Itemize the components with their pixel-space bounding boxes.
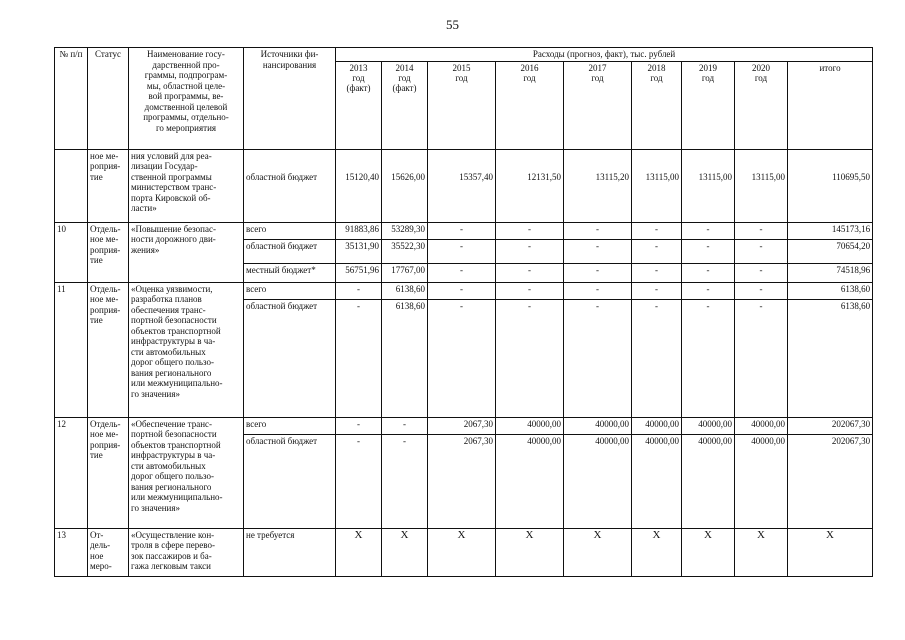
cell-value: 40000,00 xyxy=(735,434,788,528)
cell-value: X xyxy=(496,528,564,576)
cell-value: - xyxy=(336,434,382,528)
cell-value: - xyxy=(496,299,564,417)
cell-value: 40000,00 xyxy=(564,434,632,528)
cell-total: 145173,16 xyxy=(788,222,873,239)
row-status: ное ме- роприя- тие xyxy=(88,149,129,222)
cell-value: - xyxy=(735,282,788,299)
header-row xyxy=(55,48,873,62)
cell-value: - xyxy=(496,222,564,239)
cell-value: - xyxy=(428,222,496,239)
row-source: всего xyxy=(244,417,336,434)
cell-value: - xyxy=(632,239,682,263)
cell-value: 12131,50 xyxy=(496,149,564,222)
cell-value: - xyxy=(564,263,632,282)
row-num: 10 xyxy=(55,222,88,282)
table-row xyxy=(55,282,873,299)
cell-value: 56751,96 xyxy=(336,263,382,282)
cell-value: 13115,00 xyxy=(735,149,788,222)
header-status: Статус xyxy=(88,48,129,150)
header-num: № п/п xyxy=(55,48,88,150)
cell-value: - xyxy=(632,299,682,417)
cell-value: - xyxy=(382,417,428,434)
cell-value: X xyxy=(682,528,735,576)
cell-value: 15120,40 xyxy=(336,149,382,222)
cell-value: 53289,30 xyxy=(382,222,428,239)
row-num xyxy=(55,149,88,222)
cell-total: X xyxy=(788,528,873,576)
header-sources: Источники фи- нансирования xyxy=(244,48,336,150)
cell-value: - xyxy=(428,299,496,417)
table-row xyxy=(55,149,873,222)
cell-value: 91883,86 xyxy=(336,222,382,239)
cell-value: X xyxy=(382,528,428,576)
cell-value: - xyxy=(632,222,682,239)
header-name: Наименование госу- дарственной про- граммы, подпрограм- мы, областной целе- вой программы, ве- домственной целевой программы, отдельно- го мероприятия xyxy=(129,48,244,150)
row-status: От- дель- ное меро- xyxy=(88,528,129,576)
table-row xyxy=(55,528,873,576)
row-source: не требуется xyxy=(244,528,336,576)
header-total: итого xyxy=(788,61,873,149)
cell-value: 6138,60 xyxy=(382,282,428,299)
header-year-2017: 2017 год xyxy=(564,61,632,149)
cell-value: - xyxy=(682,222,735,239)
cell-total: 202067,30 xyxy=(788,434,873,528)
row-name: ния условий для реа- лизации Государ- ственной программы министерством транс- порта Кировской об- ласти» xyxy=(129,149,244,222)
header-year-2020: 2020 год xyxy=(735,61,788,149)
cell-value: 17767,00 xyxy=(382,263,428,282)
row-source: всего xyxy=(244,222,336,239)
row-source: местный бюджет* xyxy=(244,263,336,282)
cell-value: - xyxy=(682,263,735,282)
header-year-2013: 2013 год (факт) xyxy=(336,61,382,149)
cell-total: 70654,20 xyxy=(788,239,873,263)
cell-value: - xyxy=(682,299,735,417)
cell-value: 40000,00 xyxy=(496,417,564,434)
header-year-2014: 2014 год (факт) xyxy=(382,61,428,149)
row-num: 12 xyxy=(55,417,88,528)
cell-value: 40000,00 xyxy=(682,417,735,434)
row-status: Отдель- ное ме- роприя- тие xyxy=(88,417,129,528)
cell-value: X xyxy=(564,528,632,576)
cell-total: 6138,60 xyxy=(788,282,873,299)
cell-total: 202067,30 xyxy=(788,417,873,434)
row-source: областной бюджет xyxy=(244,149,336,222)
cell-value: - xyxy=(336,299,382,417)
cell-value: 13115,00 xyxy=(682,149,735,222)
page-number: 55 xyxy=(446,17,459,32)
row-status: Отдель- ное ме- роприя- тие xyxy=(88,222,129,282)
cell-value: - xyxy=(564,239,632,263)
table-row xyxy=(55,417,873,434)
cell-value: - xyxy=(564,222,632,239)
cell-value: 13115,00 xyxy=(632,149,682,222)
row-name: «Оценка уязвимости, разработка планов обеспечения транс- портной безопасности объектов транспортной инфраструктуры в ча- сти автомобильных дорог общего пользо- вания регионального или межмуниципально- го значения» xyxy=(129,282,244,417)
cell-value: 40000,00 xyxy=(632,417,682,434)
budget-table xyxy=(54,47,873,577)
row-name: «Обеспечение транс- портной безопасности объектов транспортной инфраструктуры в ча- сти автомобильных дорог общего пользо- вания регионального или межмуниципально- го значения» xyxy=(129,417,244,528)
cell-value: 40000,00 xyxy=(735,417,788,434)
cell-value: - xyxy=(336,417,382,434)
cell-value: 15626,00 xyxy=(382,149,428,222)
cell-value: - xyxy=(428,239,496,263)
cell-value: - xyxy=(735,222,788,239)
header-year-2016: 2016 год xyxy=(496,61,564,149)
row-source: всего xyxy=(244,282,336,299)
cell-value: 40000,00 xyxy=(682,434,735,528)
header-year-2019: 2019 год xyxy=(682,61,735,149)
cell-value: - xyxy=(496,263,564,282)
cell-value: - xyxy=(564,282,632,299)
cell-value: - xyxy=(496,282,564,299)
cell-value: - xyxy=(336,282,382,299)
row-num: 11 xyxy=(55,282,88,417)
cell-value: X xyxy=(428,528,496,576)
cell-value: 40000,00 xyxy=(496,434,564,528)
row-num: 13 xyxy=(55,528,88,576)
cell-value: 40000,00 xyxy=(564,417,632,434)
cell-value: - xyxy=(428,282,496,299)
cell-value: - xyxy=(735,263,788,282)
row-source: областной бюджет xyxy=(244,434,336,528)
cell-value: X xyxy=(336,528,382,576)
header-year-2015: 2015 год xyxy=(428,61,496,149)
cell-value: 2067,30 xyxy=(428,434,496,528)
cell-value: - xyxy=(564,299,632,417)
cell-value: X xyxy=(632,528,682,576)
header-year-2018: 2018 год xyxy=(632,61,682,149)
cell-total: 110695,50 xyxy=(788,149,873,222)
cell-total: 6138,60 xyxy=(788,299,873,417)
table-row xyxy=(55,222,873,239)
row-status: Отдель- ное ме- роприя- тие xyxy=(88,282,129,417)
cell-total: 74518,96 xyxy=(788,263,873,282)
row-name: «Повышение безопас- ности дорожного дви- жения» xyxy=(129,222,244,282)
cell-value: - xyxy=(382,434,428,528)
cell-value: 35131,90 xyxy=(336,239,382,263)
cell-value: - xyxy=(428,263,496,282)
cell-value: 40000,00 xyxy=(632,434,682,528)
cell-value: - xyxy=(682,239,735,263)
cell-value: - xyxy=(735,239,788,263)
row-source: областной бюджет xyxy=(244,239,336,263)
row-name: «Осуществление кон- троля в сфере перево- зок пассажиров и ба- гажа легковым такси xyxy=(129,528,244,576)
cell-value: 35522,30 xyxy=(382,239,428,263)
cell-value: - xyxy=(632,282,682,299)
cell-value: 6138,60 xyxy=(382,299,428,417)
header-expenses: Расходы (прогноз, факт), тыс. рублей xyxy=(336,48,873,62)
cell-value: 15357,40 xyxy=(428,149,496,222)
cell-value: - xyxy=(682,282,735,299)
cell-value: - xyxy=(496,239,564,263)
cell-value: - xyxy=(735,299,788,417)
cell-value: - xyxy=(632,263,682,282)
row-source: областной бюджет xyxy=(244,299,336,417)
cell-value: 2067,30 xyxy=(428,417,496,434)
cell-value: X xyxy=(735,528,788,576)
cell-value: 13115,20 xyxy=(564,149,632,222)
